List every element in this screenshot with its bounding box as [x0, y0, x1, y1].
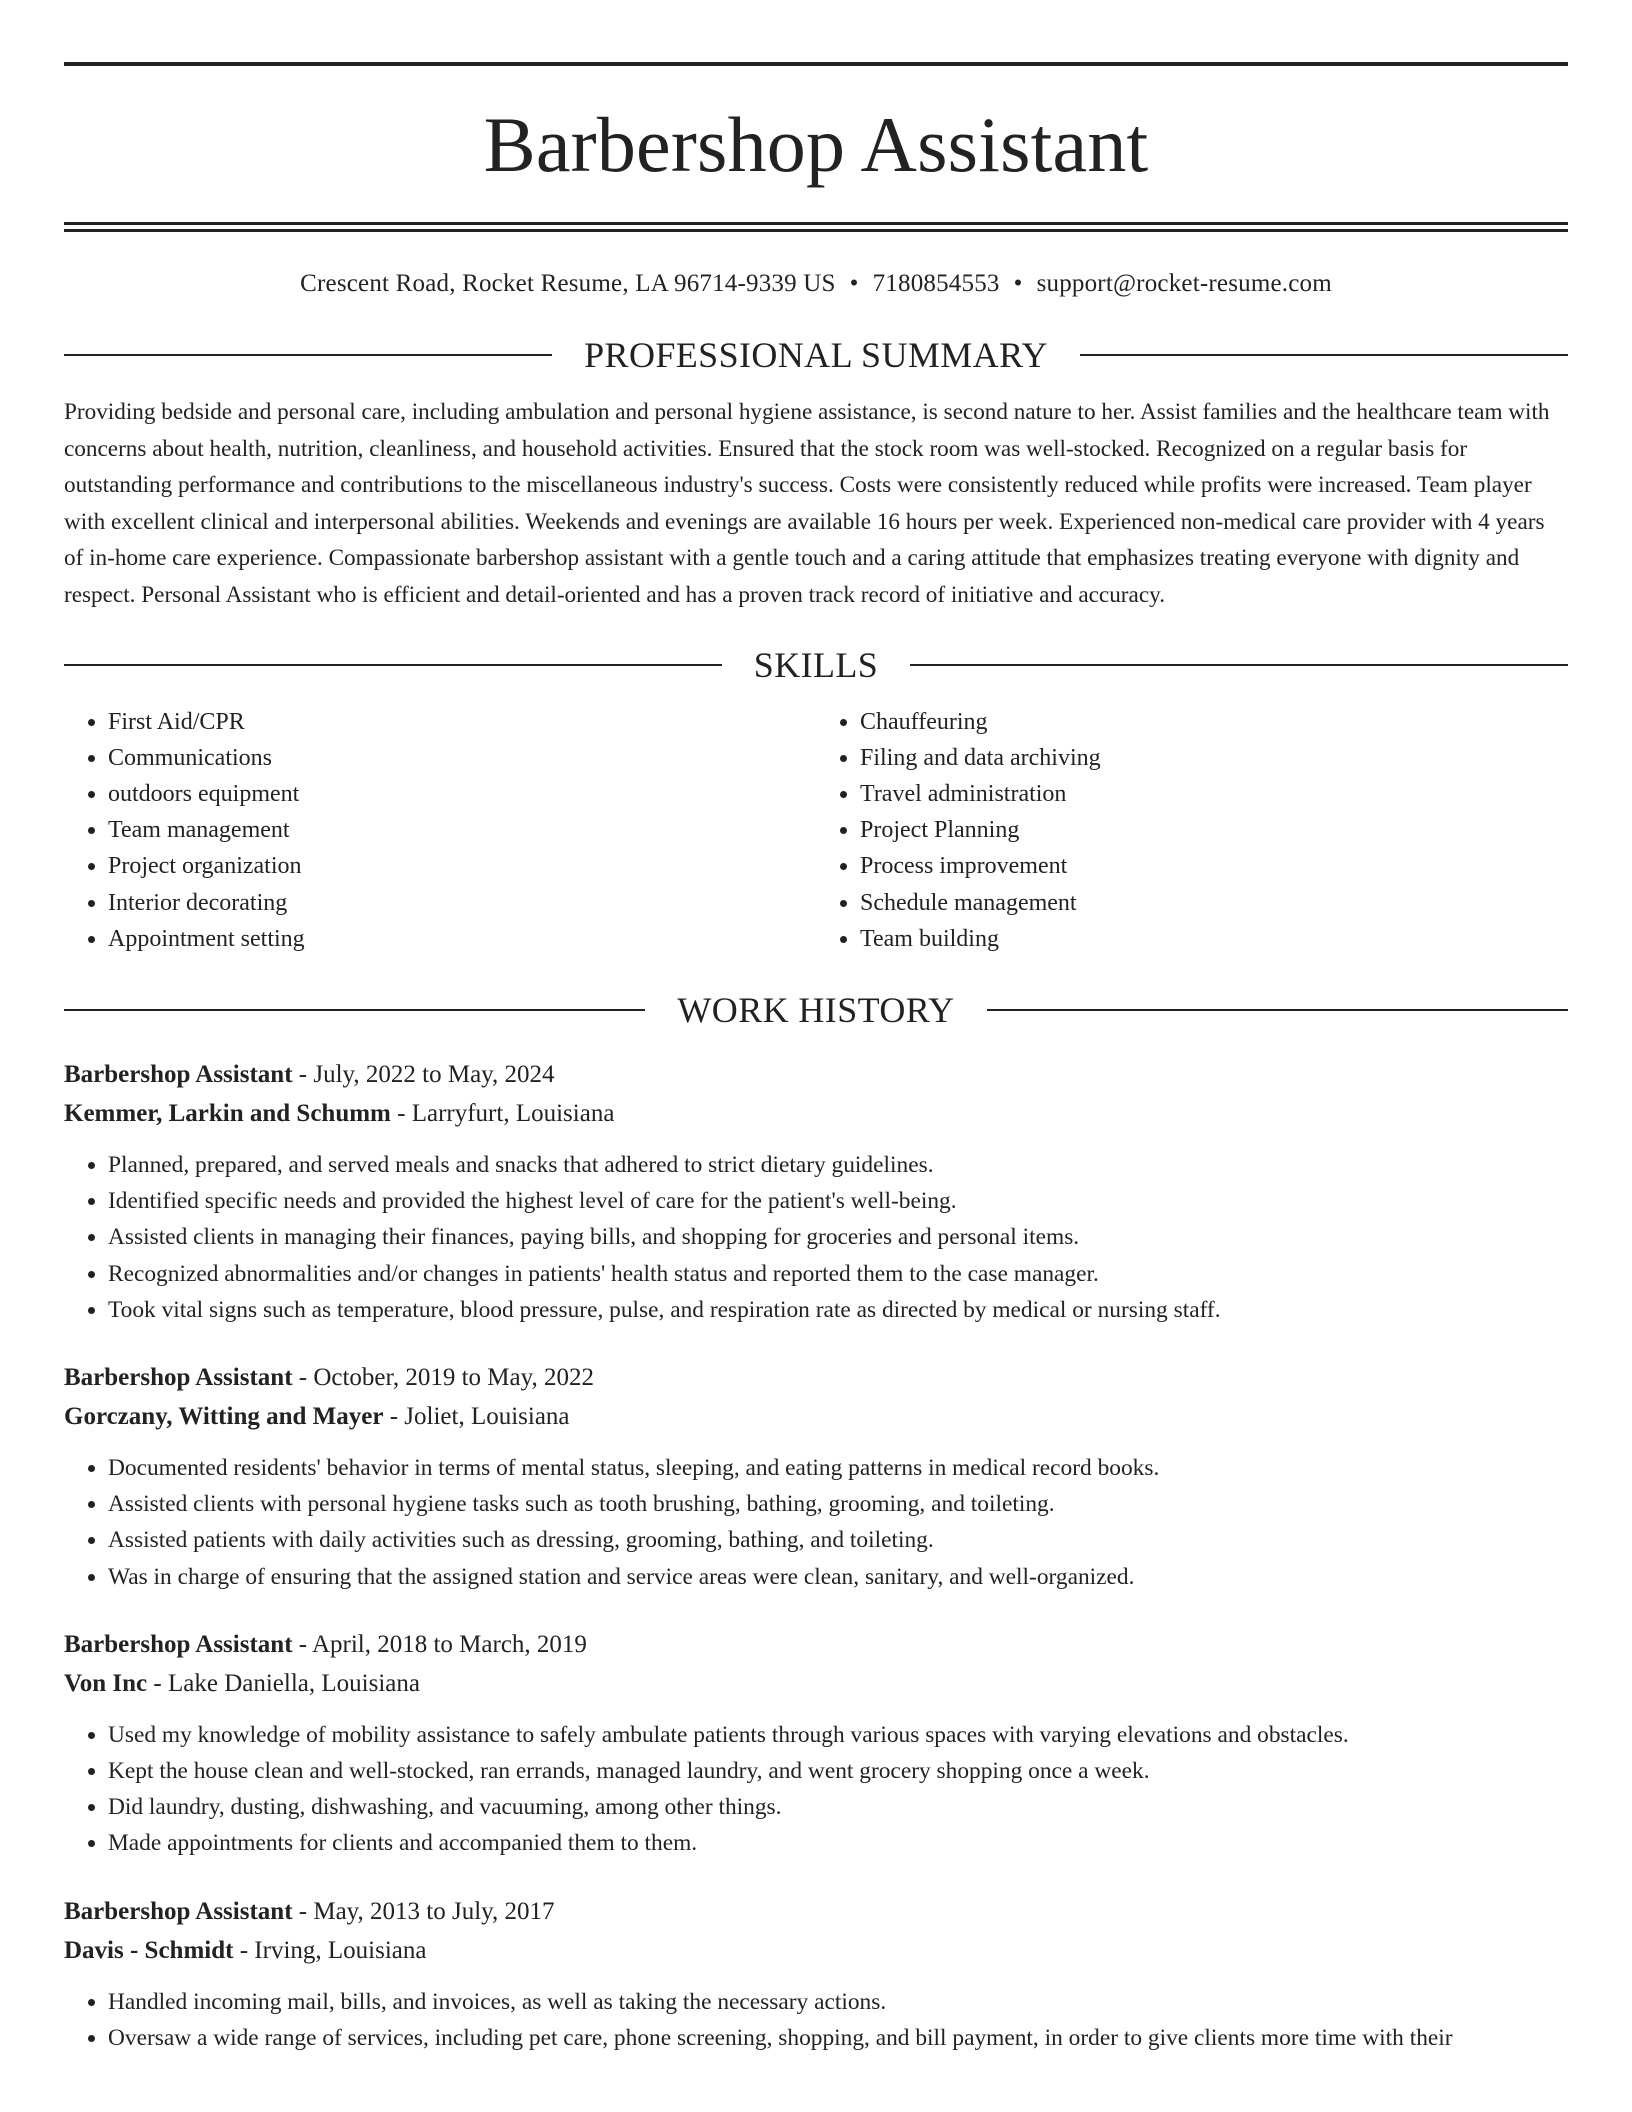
skill-item: • Communications: [108, 740, 816, 776]
job-location: - Larryfurt, Louisiana: [390, 1099, 615, 1127]
job-company: Von Inc: [64, 1669, 148, 1697]
job-duty-item: • Assisted patients with daily activities such as dressing, grooming, bathing, and toileting.: [108, 1522, 1568, 1558]
section-header-skills: [64, 644, 1568, 686]
job-title-line: [64, 1055, 1568, 1094]
job-dates: - July, 2022 to May, 2024: [292, 1060, 555, 1088]
job-entry: [64, 1055, 1568, 1328]
job-entry: [64, 1358, 1568, 1595]
job-duties: [64, 1717, 1568, 1862]
work-history-list: [64, 1055, 1568, 2056]
job-duty-item: • Was in charge of ensuring that the assigned station and service areas were clean, sanitary, and well-organized.: [108, 1559, 1568, 1595]
job-company: Gorczany, Witting and Mayer: [64, 1403, 384, 1430]
job-duty-item: • Recognized abnormalities and/or changes in patients' health status and reported them to the case manager.: [108, 1256, 1568, 1292]
contact-address: Crescent Road, Rocket Resume, LA 96714-9339 US: [300, 270, 836, 297]
job-entry: [64, 1892, 1568, 2056]
job-company-line: [64, 1094, 1568, 1133]
job-duties: [64, 1984, 1568, 2056]
job-entry: [64, 1625, 1568, 1862]
job-title: Barbershop Assistant: [64, 1060, 293, 1088]
job-duty-item: • Made appointments for clients and accompanied them to them.: [108, 1825, 1568, 1861]
job-duty-item: • Oversaw a wide range of services, including pet care, phone screening, shopping, and bill payment, in order to give clients more time with their: [108, 2020, 1568, 2056]
section-title: WORK HISTORY: [677, 989, 955, 1030]
skill-item: • Team building: [860, 921, 1568, 957]
header-double-rule: [64, 222, 1568, 232]
job-duty-item: • Assisted clients with personal hygiene tasks such as tooth brushing, bathing, grooming, and toileting.: [108, 1486, 1568, 1522]
job-title-line: [64, 1625, 1568, 1664]
section-rule-right: [1080, 354, 1568, 356]
skill-item: • outdoors equipment: [108, 776, 816, 812]
section-rule-left: [64, 1009, 645, 1011]
job-duty-item: • Documented residents' behavior in terms of mental status, sleeping, and eating patterns in medical record books.: [108, 1450, 1568, 1486]
job-duty-item: • Took vital signs such as temperature, blood pressure, pulse, and respiration rate as directed by medical or nursing staff.: [108, 1292, 1568, 1328]
skill-item: • Travel administration: [860, 776, 1568, 812]
professional-summary: Providing bedside and personal care, including ambulation and personal hygiene assistance, is second nature to her. Assist families and the healthcare team with concerns about health, nutrition, cleanliness, and household activities. Ensured that the stock room was well-stocked. Recognized on a regular basis for outstanding performance and contributions to the miscellaneous industry's success. Costs were consistently reduced while profits were increased. Team player with excellent clinical and interpersonal abilities. Weekends and evenings are available 16 hours per week. Experienced non-medical care provider with 4 years of in-home care experience. Compassionate barbershop assistant with a gentle touch and a caring attitude that emphasizes treating everyone with dignity and respect. Personal Assistant who is efficient and detail-oriented and has a proven track record of initiative and accuracy.: [64, 399, 1550, 608]
job-company: Davis - Schmidt: [64, 1936, 234, 1964]
contact-separator: •: [1013, 270, 1023, 297]
section-header-work-history: [64, 989, 1568, 1031]
job-duties: [64, 1450, 1568, 1595]
job-location: - Lake Daniella, Louisiana: [147, 1669, 420, 1697]
skills-column-right: [816, 704, 1568, 957]
job-duty-item: • Did laundry, dusting, dishwashing, and vacuuming, among other things.: [108, 1789, 1568, 1825]
skill-item: • Appointment setting: [108, 921, 816, 957]
section-title: SKILLS: [753, 644, 879, 685]
skill-item: • First Aid/CPR: [108, 704, 816, 740]
section-rule-right: [910, 664, 1568, 666]
job-title-line: [64, 1892, 1568, 1931]
section-rule-left: [64, 664, 722, 666]
job-dates: - May, 2013 to July, 2017: [292, 1897, 555, 1925]
skill-item: • Project organization: [108, 848, 816, 884]
section-rule-left: [64, 354, 552, 356]
job-title: Barbershop Assistant: [64, 1364, 293, 1391]
section-rule-right: [987, 1009, 1568, 1011]
job-title-line: [64, 1358, 1568, 1397]
candidate-name: Barbershop Assistant: [483, 101, 1149, 188]
job-duty-item: • Used my knowledge of mobility assistance to safely ambulate patients through various spaces with varying elevations and obstacles.: [108, 1717, 1568, 1753]
job-company-line: [64, 1397, 1568, 1436]
job-duty-item: • Handled incoming mail, bills, and invoices, as well as taking the necessary actions.: [108, 1984, 1568, 2020]
skill-item: • Process improvement: [860, 848, 1568, 884]
skill-item: • Schedule management: [860, 885, 1568, 921]
job-duty-item: • Planned, prepared, and served meals and snacks that adhered to strict dietary guidelines.: [108, 1147, 1568, 1183]
job-company: Kemmer, Larkin and Schumm: [64, 1099, 391, 1127]
job-dates: - October, 2019 to May, 2022: [292, 1364, 595, 1391]
section-title: PROFESSIONAL SUMMARY: [584, 335, 1048, 375]
skill-item: • Filing and data archiving: [860, 740, 1568, 776]
skills-list: [64, 704, 1568, 957]
contact-email: support@rocket-resume.com: [1036, 270, 1332, 297]
skill-item: • Team management: [108, 812, 816, 848]
section-header-summary: [64, 334, 1568, 376]
job-duty-item: • Identified specific needs and provided the highest level of care for the patient's well-being.: [108, 1183, 1568, 1219]
skills-column-left: [64, 704, 816, 957]
job-duties: [64, 1147, 1568, 1328]
job-company-line: [64, 1931, 1568, 1970]
contact-separator: •: [849, 270, 859, 297]
contact-phone: 7180854553: [872, 270, 1000, 297]
header: [64, 62, 1568, 232]
job-duty-item: • Assisted clients in managing their finances, paying bills, and shopping for groceries and personal items.: [108, 1219, 1568, 1255]
job-title: Barbershop Assistant: [64, 1897, 293, 1925]
job-location: - Irving, Louisiana: [233, 1936, 427, 1964]
job-duty-item: • Kept the house clean and well-stocked, ran errands, managed laundry, and went grocery shopping once a week.: [108, 1753, 1568, 1789]
contact-line: [64, 270, 1568, 298]
job-location: - Joliet, Louisiana: [383, 1403, 570, 1430]
job-title: Barbershop Assistant: [64, 1630, 293, 1658]
job-company-line: [64, 1664, 1568, 1703]
skill-item: • Chauffeuring: [860, 704, 1568, 740]
skill-item: • Interior decorating: [108, 885, 816, 921]
skill-item: • Project Planning: [860, 812, 1568, 848]
job-dates: - April, 2018 to March, 2019: [292, 1630, 587, 1658]
